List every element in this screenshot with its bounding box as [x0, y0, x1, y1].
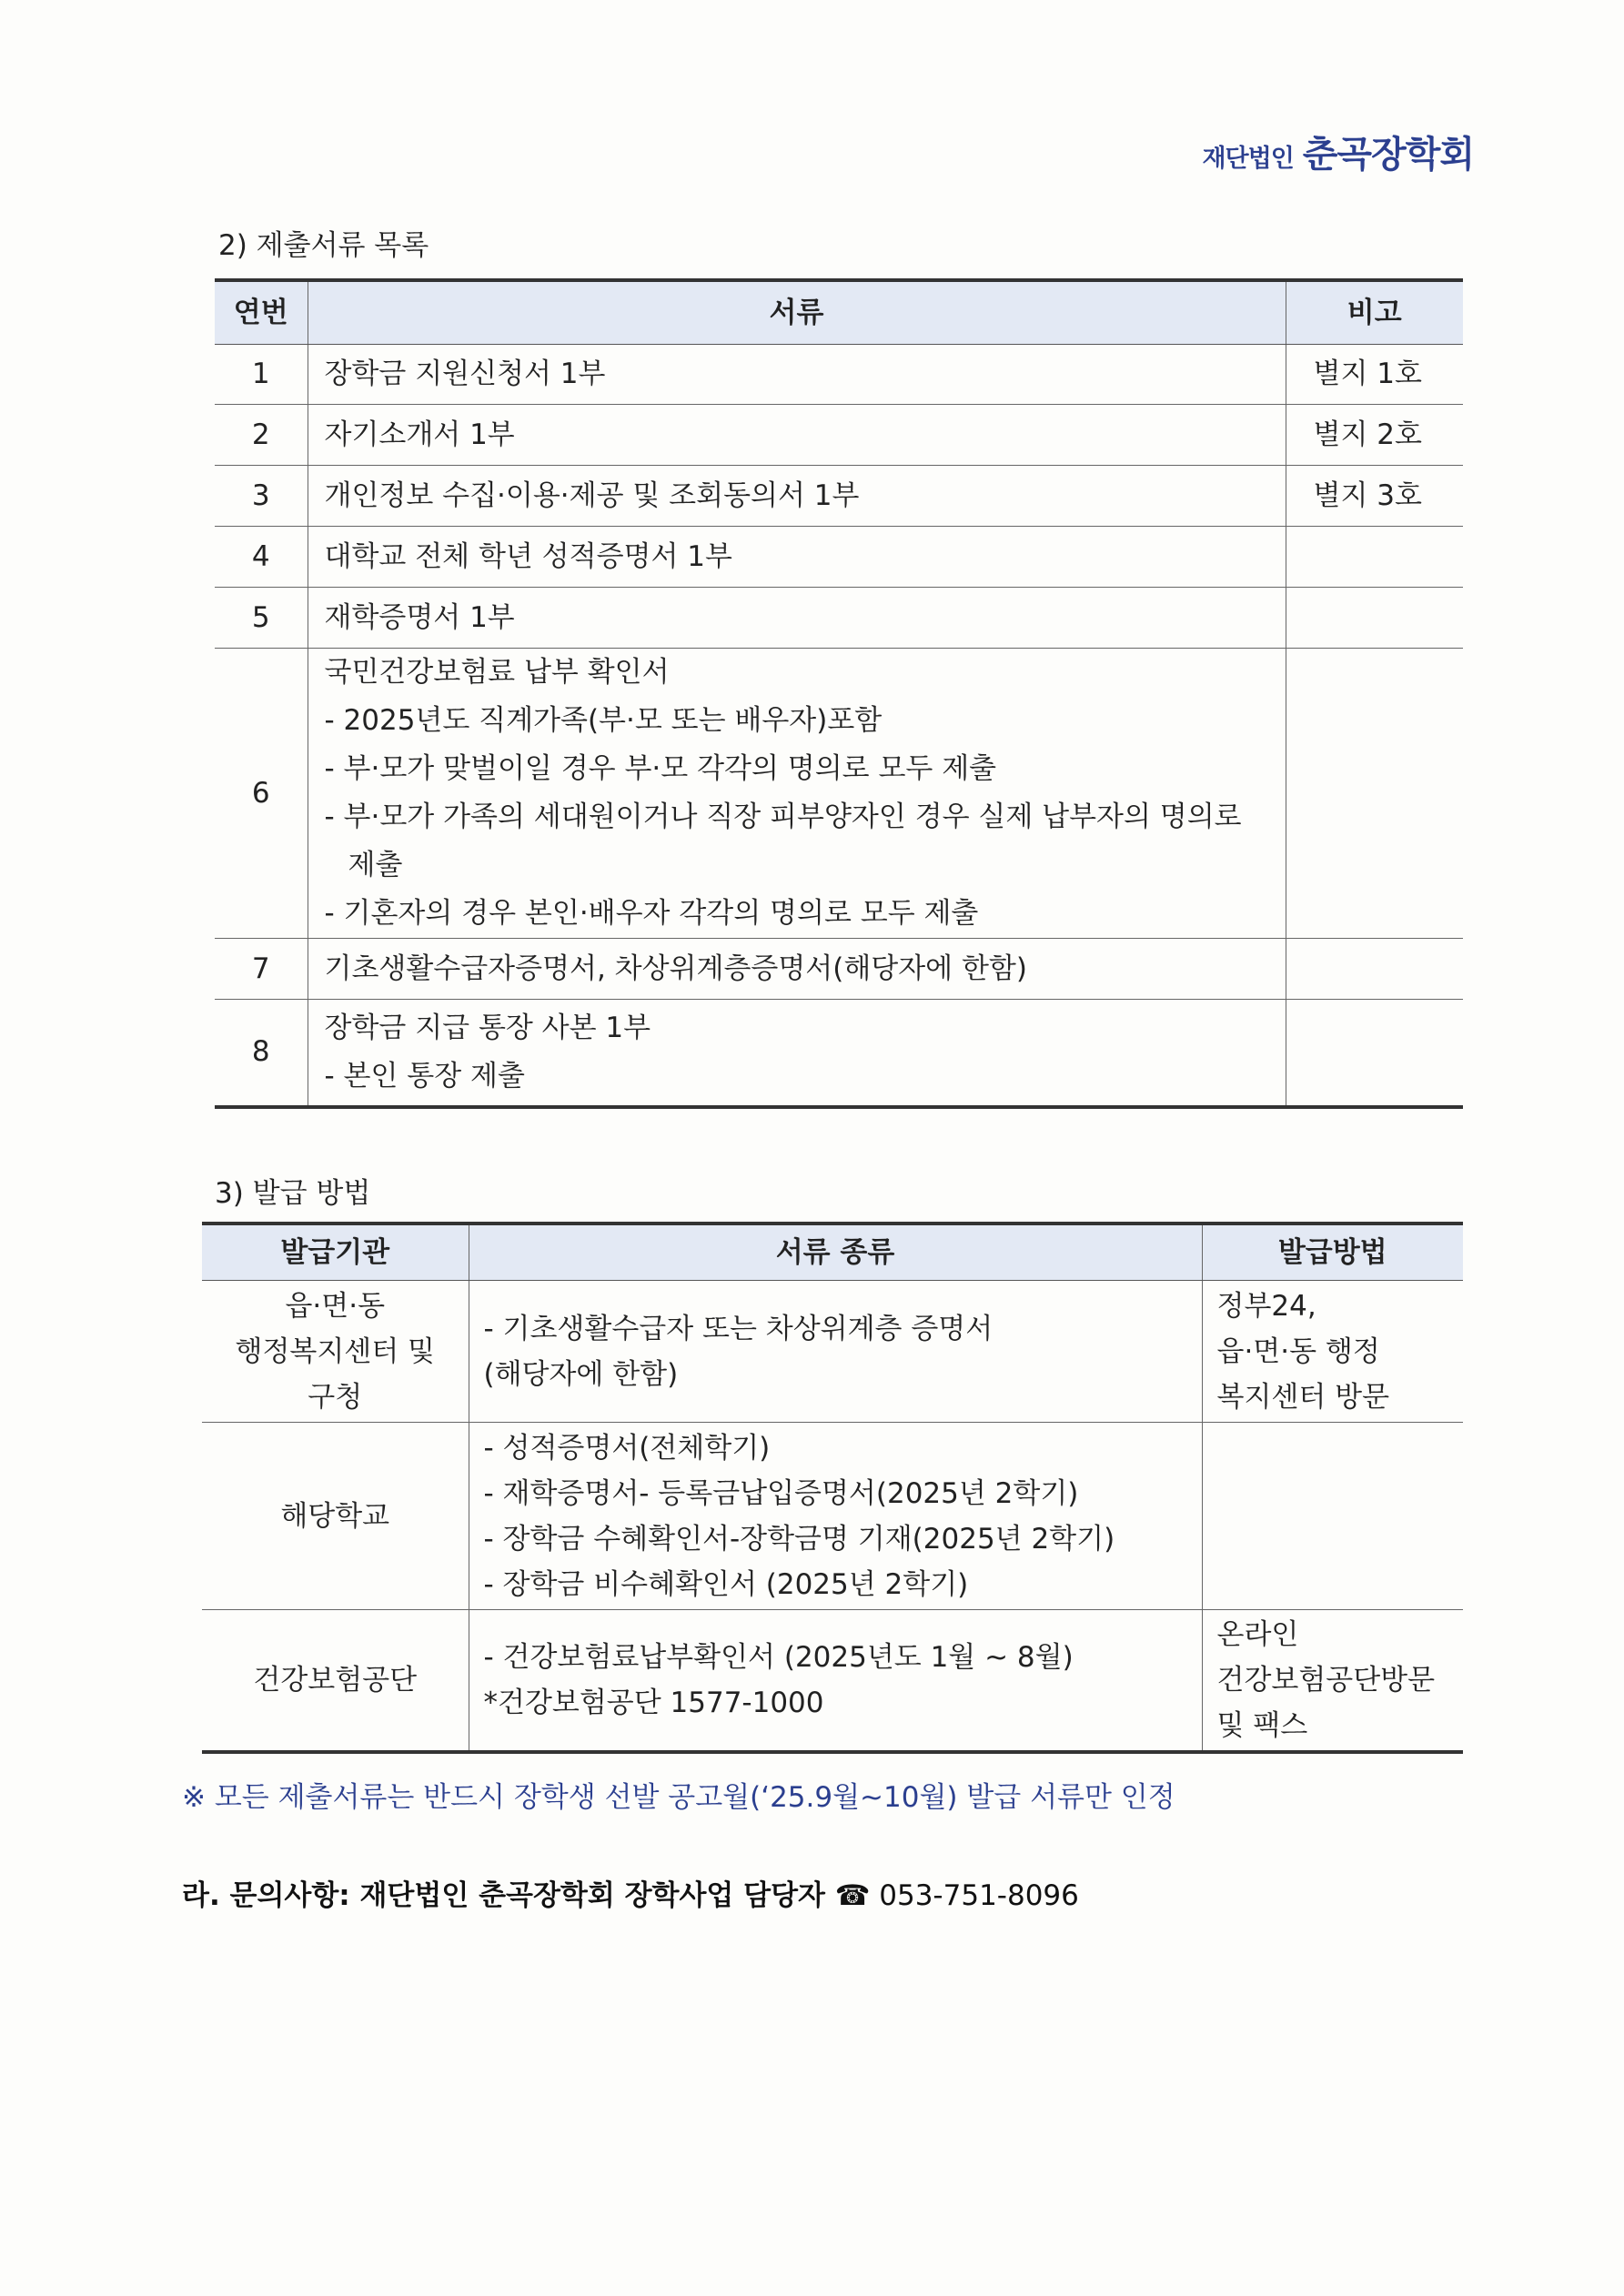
row-number: 4: [215, 527, 308, 588]
table-row: [215, 649, 1463, 939]
logo-name: 춘곡장학회: [1302, 134, 1474, 176]
foundation-logo: [1202, 126, 1474, 177]
document-type-line: - 성적증명서(전체학기): [483, 1431, 771, 1465]
document-cell: [308, 527, 1286, 588]
document-type-line: - 기초생활수급자 또는 차상위계층 증명서: [483, 1312, 994, 1345]
required-documents-table: [215, 278, 1463, 1109]
document-cell: [308, 345, 1286, 405]
method-line: 및 팩스: [1216, 1708, 1308, 1742]
table-row: [215, 939, 1463, 1000]
note-cell: [1286, 939, 1463, 1000]
document-cell: [308, 1000, 1286, 1107]
row-number: 6: [215, 649, 308, 939]
column-header-method: 발급방법: [1202, 1224, 1463, 1281]
table-row: [202, 1610, 1463, 1752]
document-cell: [308, 649, 1286, 939]
document-type-line: *건강보험공단 1577-1000: [483, 1686, 824, 1719]
table-row: [202, 1423, 1463, 1610]
document-line: - 기혼자의 경우 본인·배우자 각각의 명의로 모두 제출: [324, 897, 979, 930]
document-line: 개인정보 수집·이용·제공 및 조회동의서 1부: [324, 478, 860, 512]
agency-line: 구청: [308, 1380, 363, 1414]
column-header-note: 비고: [1286, 280, 1463, 345]
issuance-method-table: [202, 1222, 1463, 1754]
document-line: 국민건강보험료 납부 확인서: [324, 656, 670, 689]
table-row: [215, 527, 1463, 588]
table-row: [202, 1281, 1463, 1423]
column-header-agency: 발급기관: [202, 1224, 469, 1281]
contact-phone: ☎ 053-751-8096: [834, 1879, 1079, 1912]
agency-line: 해당학교: [280, 1499, 390, 1533]
note-cell: [1286, 527, 1463, 588]
document-type-cell: [469, 1281, 1202, 1423]
document-type-cell: [469, 1610, 1202, 1752]
table-header-row: [215, 280, 1463, 345]
document-type-line: - 건강보험료납부확인서 (2025년도 1월 ~ 8월): [483, 1640, 1074, 1674]
method-line: 온라인: [1216, 1617, 1299, 1651]
footnote: ※ 모든 제출서류는 반드시 장학생 선발 공고월(‘25.9월~10월) 발급 서류만 인정: [182, 1781, 1175, 1814]
logo-prefix: 재단법인: [1202, 145, 1294, 173]
document-type-line: - 장학금 수혜확인서-장학금명 기재(2025년 2학기): [483, 1522, 1115, 1556]
column-header-num: 연번: [215, 280, 308, 345]
document-line: 장학금 지원신청서 1부: [324, 357, 606, 390]
agency-line: 읍·면·동: [285, 1289, 386, 1323]
note-cell: [1286, 588, 1463, 649]
method-cell: [1202, 1610, 1463, 1752]
document-line: - 부·모가 맞벌이일 경우 부·모 각각의 명의로 모두 제출: [324, 752, 997, 785]
note-cell: [1286, 649, 1463, 939]
method-cell: [1202, 1423, 1463, 1610]
document-cell: [308, 939, 1286, 1000]
row-number: 5: [215, 588, 308, 649]
document-line: 제출: [348, 849, 403, 881]
document-type-line: (해당자에 한함): [483, 1357, 679, 1391]
document-cell: [308, 405, 1286, 466]
document-line: 기초생활수급자증명서, 차상위계층증명서(해당자에 한함): [324, 952, 1027, 985]
document-line: - 본인 통장 제출: [324, 1059, 525, 1093]
document-line: 재학증명서 1부: [324, 600, 515, 634]
note-cell: 별지 1호: [1286, 345, 1463, 405]
agency-line: 행정복지센터 및: [235, 1334, 435, 1368]
document-line: - 2025년도 직계가족(부·모 또는 배우자)포함: [324, 704, 883, 737]
table-row: [215, 588, 1463, 649]
row-number: 7: [215, 939, 308, 1000]
document-line: - 부·모가 가족의 세대원이거나 직장 피부양자인 경우 실제 납부자의 명의로: [324, 801, 1242, 833]
row-number: 8: [215, 1000, 308, 1107]
agency-line: 건강보험공단: [253, 1663, 418, 1697]
document-type-cell: [469, 1423, 1202, 1610]
row-number: 2: [215, 405, 308, 466]
method-cell: [1202, 1281, 1463, 1423]
document-cell: [308, 588, 1286, 649]
document-line: 자기소개서 1부: [324, 418, 515, 451]
column-header-document-type: 서류 종류: [469, 1224, 1202, 1281]
note-cell: 별지 3호: [1286, 466, 1463, 527]
method-line: 정부24,: [1216, 1289, 1316, 1323]
document-type-line: - 장학금 비수혜확인서 (2025년 2학기): [483, 1567, 969, 1601]
row-number: 1: [215, 345, 308, 405]
section-2-title: 2) 제출서류 목록: [218, 229, 429, 262]
method-line: 복지센터 방문: [1216, 1380, 1390, 1414]
method-line: 읍·면·동 행정: [1216, 1334, 1380, 1368]
document-cell: [308, 466, 1286, 527]
document-line: 장학금 지급 통장 사본 1부: [324, 1011, 651, 1044]
table-row: [215, 1000, 1463, 1107]
note-cell: 별지 2호: [1286, 405, 1463, 466]
contact-info: [182, 1872, 1079, 1913]
table-row: [215, 466, 1463, 527]
section-3-title: 3) 발급 방법: [215, 1177, 371, 1210]
table-row: [215, 345, 1463, 405]
document-line: 대학교 전체 학년 성적증명서 1부: [324, 539, 732, 573]
document-type-line: - 재학증명서- 등록금납입증명서(2025년 2학기): [483, 1476, 1079, 1510]
note-cell: [1286, 1000, 1463, 1107]
contact-label: 라. 문의사항: 재단법인 춘곡장학회 장학사업 담당자: [182, 1879, 825, 1912]
agency-cell: [202, 1281, 469, 1423]
agency-cell: [202, 1423, 469, 1610]
agency-cell: [202, 1610, 469, 1752]
table-header-row: [202, 1224, 1463, 1281]
row-number: 3: [215, 466, 308, 527]
method-line: 건강보험공단방문: [1216, 1663, 1436, 1697]
column-header-document: 서류: [308, 280, 1286, 345]
table-row: [215, 405, 1463, 466]
